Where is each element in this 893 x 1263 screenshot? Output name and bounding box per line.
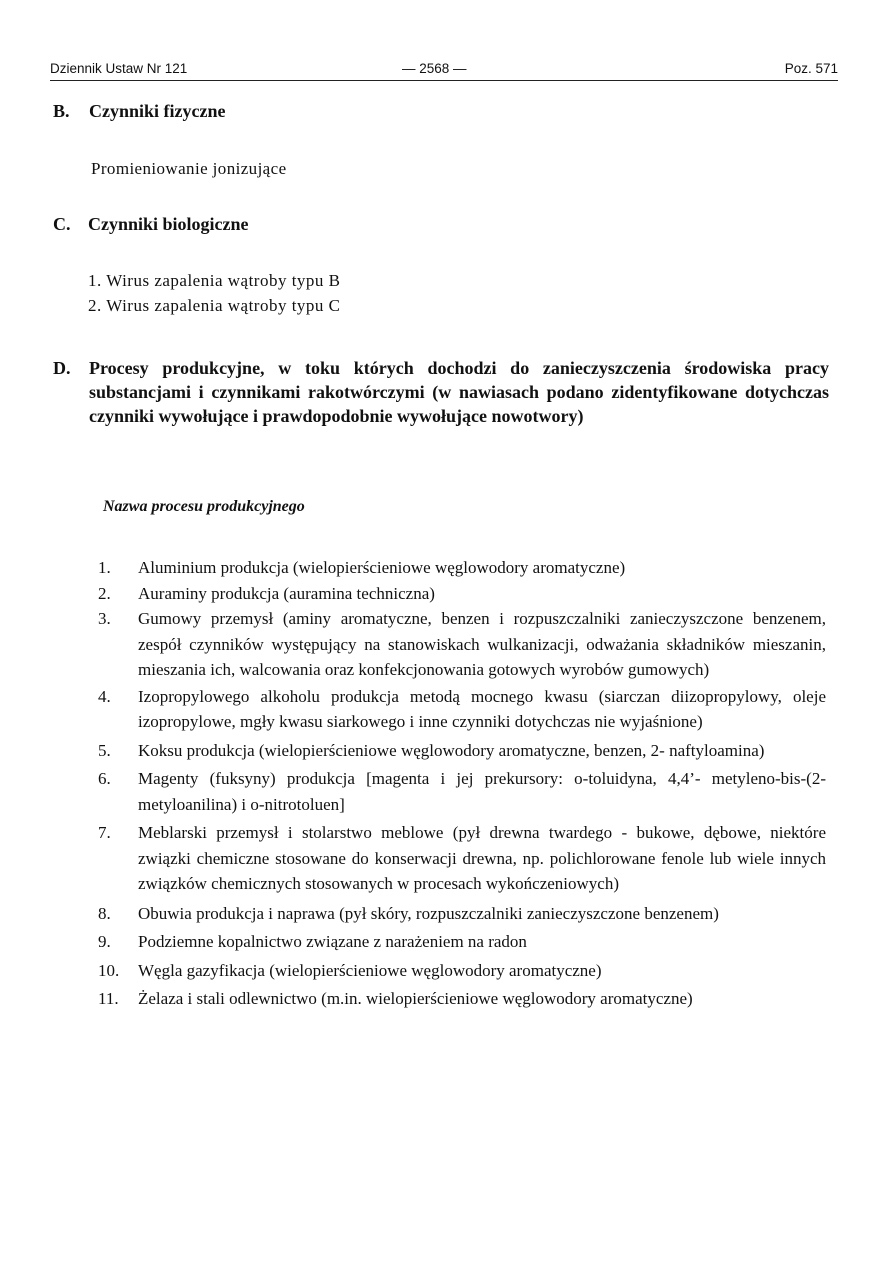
item-text: Podziemne kopalnictwo związane z narażeniem na radon (138, 932, 527, 951)
section-letter: B. (53, 101, 70, 121)
list-item (98, 929, 826, 955)
list-item (88, 268, 341, 293)
list-item (98, 820, 826, 897)
item-number: 1. (98, 558, 111, 577)
item-text: Węgla gazyfikacja (wielopierścieniowe węglowodory aromatyczne) (138, 960, 602, 980)
item-text: Izopropylowego alkoholu produkcja metodą mocnego kwasu (siarczan diizopropylowy, oleje izopropylowe, mgły kwasu siarkowego i inne czynniki dotychczas nie wyjaśnione) (138, 686, 826, 731)
item-text: Auraminy produkcja (auramina techniczna) (138, 583, 435, 603)
list-item (98, 766, 826, 817)
item-text: Wirus zapalenia wątroby typu C (106, 296, 341, 315)
list-item (98, 581, 826, 607)
list-item (98, 958, 826, 984)
section-b-item: Promieniowanie jonizujące (91, 159, 287, 178)
item-text: Żelaza i stali odlewnictwo (m.in. wielopierścieniowe węglowodory aromatyczne) (138, 989, 693, 1008)
section-letter: D. (53, 358, 71, 378)
page-header (50, 60, 838, 81)
item-text: Wirus zapalenia wątroby typu B (106, 271, 341, 290)
item-number: 9. (98, 932, 111, 951)
section-title: Procesy produkcyjne, w toku których dochodzi do zanieczyszczenia środowiska pracy substancjami i czynnikami rakotwórczymi (w nawiasach podano zidentyfikowane dotychczas czynniki wywołujące i prawdopodobnie wywołujące nowotwory) (89, 358, 829, 426)
list-item (98, 986, 826, 1012)
list-item (98, 901, 826, 927)
subheading: Nazwa procesu produkcyjnego (103, 498, 305, 515)
item-number: 3. (98, 609, 111, 628)
item-number: 5. (98, 740, 111, 760)
list-item (98, 684, 826, 735)
section-b-heading (53, 101, 226, 122)
item-number: 6. (98, 769, 111, 788)
item-number: 2. (98, 583, 111, 603)
page-number: — 2568 — (402, 61, 467, 76)
item-number: 11. (98, 989, 119, 1008)
section-title: Czynniki fizyczne (89, 101, 226, 121)
section-c-list (88, 268, 341, 318)
item-number: 10. (98, 960, 120, 980)
item-text: Koksu produkcja (wielopierścieniowe węglowodory aromatyczne, benzen, 2- naftyloamina) (138, 740, 765, 760)
position-number: Poz. 571 (784, 61, 838, 76)
item-number: 8. (98, 903, 111, 923)
item-text: Aluminium produkcja (wielopierścieniowe węglowodory aromatyczne) (138, 558, 626, 577)
list-item (98, 606, 826, 683)
item-number: 4. (98, 686, 111, 706)
section-c-heading (53, 214, 249, 235)
section-d-heading (53, 356, 829, 428)
section-letter: C. (53, 214, 71, 234)
item-text: Obuwia produkcja i naprawa (pył skóry, rozpuszczalniki zanieczyszczone benzenem) (138, 903, 719, 923)
item-text: Magenty (fuksyny) produkcja [magenta i jej prekursory: o-toluidyna, 4,4’- metyleno-bis-(2-metyloanilina) i o-nitrotoluen] (138, 769, 826, 814)
list-item (98, 555, 826, 581)
process-list (98, 555, 826, 1012)
list-item (88, 293, 341, 318)
item-text: Gumowy przemysł (aminy aromatyczne, benzen i rozpuszczalniki zanieczyszczone benzenem, zespół czynników występujący na stanowiskach wulkanizacji, odważania składników mieszanin, mieszania ich, walcowania oraz konfekcjonowania gotowych wyrobów gumowych) (138, 609, 826, 679)
item-number: 2. (88, 296, 102, 315)
list-item (98, 738, 826, 764)
section-title: Czynniki biologiczne (88, 214, 249, 234)
item-text: Meblarski przemysł i stolarstwo meblowe (pył drewna twardego - bukowe, dębowe, niektóre związki chemiczne stosowane do konserwacji drewna, np. polichlorowane fenole lub wiele innych związków chemicznych stosowanych w procesach wykończeniowych) (138, 823, 826, 893)
item-number: 7. (98, 823, 111, 842)
item-number: 1. (88, 271, 102, 290)
journal-title: Dziennik Ustaw Nr 121 (50, 61, 188, 76)
